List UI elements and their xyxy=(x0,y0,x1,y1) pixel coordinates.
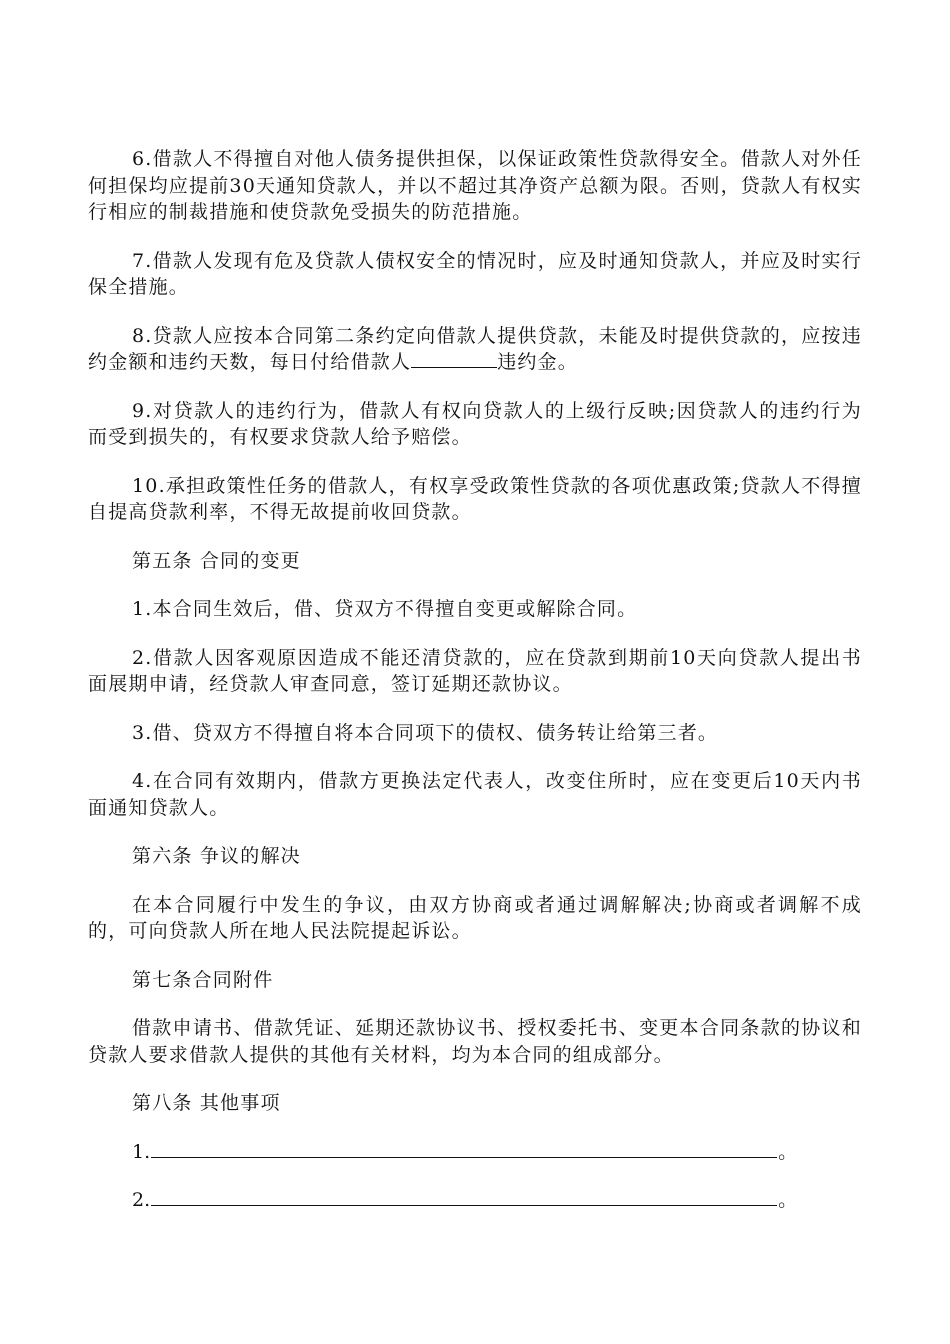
blank-1-rule xyxy=(151,1139,777,1158)
blank-1-end: 。 xyxy=(778,1140,798,1163)
clause-7: 7.借款人发现有危及贷款人债权安全的情况时，应及时通知贷款人，并应及时实行保全措施。 xyxy=(88,249,862,298)
clause-9: 9.对贷款人的违约行为，借款人有权向贷款人的上级行反映;因贷款人的违约行为而受到损失的，有权要求贷款人给予赔偿。 xyxy=(88,399,862,448)
document-body xyxy=(88,146,862,1236)
blank-2-end: 。 xyxy=(778,1189,798,1211)
blank-2-rule xyxy=(151,1187,777,1206)
article-6-heading: 第六条 争议的解决 xyxy=(132,845,301,867)
clause-8-text: 8.贷款人应按本合同第二条约定向借款人提供贷款，未能及时提供贷款的，应按违约金额和违约天数，每日付给借款人 xyxy=(88,324,862,373)
article-5-item-4: 4.在合同有效期内，借款方更换法定代表人，改变住所时，应在变更后10天内书面通知贷款人。 xyxy=(88,770,862,819)
article-5-item-1: 1.本合同生效后，借、贷双方不得擅自变更或解除合同。 xyxy=(132,598,638,620)
article-5-item-2: 2.借款人因客观原因造成不能还清贷款的，应在贷款到期前10天向贷款人提出书面展期申请，经贷款人审查同意，签订延期还款协议。 xyxy=(88,646,862,695)
blank-1-number: 1. xyxy=(132,1140,151,1163)
article-8-blank-2 xyxy=(88,1187,862,1214)
article-7-text: 借款申请书、借款凭证、延期还款协议书、授权委托书、变更本合同条款的协议和贷款人要求借款人提供的其他有关材料，均为本合同的组成部分。 xyxy=(88,1017,862,1066)
amount-blank xyxy=(411,349,497,368)
blank-2-number: 2. xyxy=(132,1189,151,1211)
clause-8 xyxy=(88,323,862,376)
article-8-heading: 第八条 其他事项 xyxy=(132,1092,281,1114)
article-5-item-3: 3.借、贷双方不得擅自将本合同项下的债权、债务转让给第三者。 xyxy=(132,721,719,744)
article-6-text: 在本合同履行中发生的争议，由双方协商或者通过调解解决;协商或者调解不成的，可向贷款人所在地人民法院提起诉讼。 xyxy=(88,893,862,942)
article-7-heading: 第七条合同附件 xyxy=(132,968,274,991)
clause-6: 6.借款人不得擅自对他人债务提供担保，以保证政策性贷款得安全。借款人对外任何担保均应提前30天通知贷款人，并以不超过其净资产总额为限。否则，贷款人有权实行相应的制裁措施和使贷款免受损失的防范措施。 xyxy=(88,148,862,223)
article-5-heading: 第五条 合同的变更 xyxy=(132,549,301,572)
clause-10: 10.承担政策性任务的借款人，有权享受政策性贷款的各项优惠政策;贷款人不得擅自提高贷款利率，不得无故提前收回贷款。 xyxy=(88,474,862,523)
article-8-blank-1 xyxy=(88,1139,862,1166)
clause-8-tail: 违约金。 xyxy=(497,351,579,373)
